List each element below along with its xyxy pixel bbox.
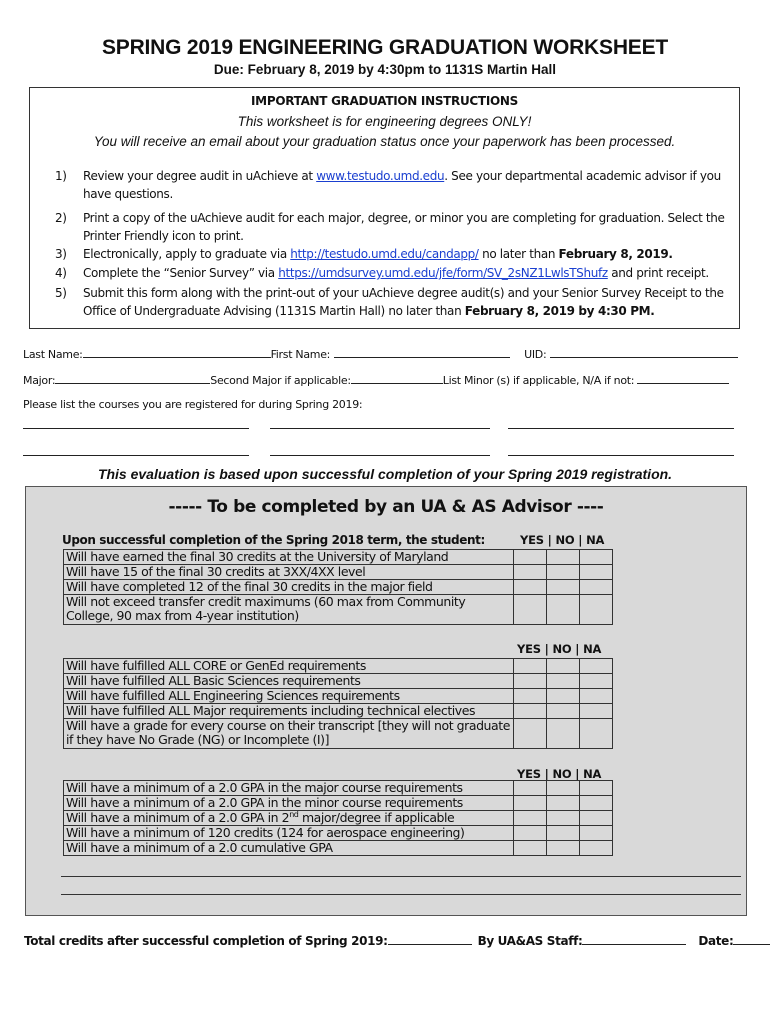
no-box[interactable] [547,595,580,625]
yes-no-na-header: YES | NO | NA [517,642,602,656]
yes-box[interactable] [514,550,547,565]
table-row [64,689,613,704]
course-field[interactable] [508,455,734,456]
no-box[interactable] [547,796,580,811]
step-text: Review your degree audit in uAchieve at [83,169,317,183]
criterion-text: Will have earned the final 30 credits at the University of Maryland [64,550,514,565]
total-credits-label: Total credits after successful completion of Spring 2019: [24,934,388,948]
na-box[interactable] [580,580,613,595]
no-box[interactable] [547,826,580,841]
criterion-text: Will have 15 of the final 30 credits at 3XX/4XX level [64,565,514,580]
table-row [64,796,613,811]
step-number: 5) [55,286,67,300]
total-credits-field[interactable] [388,932,472,945]
page-title: SPRING 2019 ENGINEERING GRADUATION WORKSHEET [101,36,669,59]
no-box[interactable] [547,841,580,856]
no-box[interactable] [547,674,580,689]
testudo-link[interactable]: www.testudo.umd.edu [316,169,445,183]
major-fields-row [23,372,729,387]
yes-box[interactable] [514,674,547,689]
table-row [64,719,613,749]
na-box[interactable] [580,674,613,689]
no-box[interactable] [547,719,580,749]
minor-label: List Minor (s) if applicable, N/A if not: [442,374,635,387]
first-name-label: First Name: [270,348,331,361]
step-text: Print a copy of the uAchieve audit for each major, degree, or minor you are completing for graduation. Select the Printer Friendly icon to print. [83,211,725,243]
instructions-heading: IMPORTANT GRADUATION INSTRUCTIONS [251,94,518,108]
na-box[interactable] [580,719,613,749]
yes-box[interactable] [514,781,547,796]
courses-prompt: Please list the courses you are registered for during Spring 2019: [23,398,363,411]
step-number: 2) [55,211,67,225]
na-box[interactable] [580,796,613,811]
yes-box[interactable] [514,841,547,856]
criterion-text: Will have fulfilled ALL Basic Sciences requirements [64,674,514,689]
first-name-field[interactable] [334,346,510,358]
candapp-link[interactable]: http://testudo.umd.edu/candapp/ [290,247,479,261]
table-row [64,704,613,719]
footer-row [24,932,770,948]
staff-field[interactable] [582,932,686,945]
yes-box[interactable] [514,704,547,719]
upon-completion-label: Upon successful completion of the Spring 2018 term, the student: [62,533,485,547]
instruction-step-1 [55,167,735,203]
yes-box[interactable] [514,580,547,595]
table-row [64,659,613,674]
engineering-only-note: This worksheet is for engineering degrees ONLY! [237,114,532,129]
table-row [64,565,613,580]
uid-label: UID: [524,348,547,361]
name-fields-row [23,346,738,361]
course-field[interactable] [23,428,249,429]
na-box[interactable] [580,826,613,841]
criterion-text: Will not exceed transfer credit maximums (60 max from Community College, 90 max from 4-year institution) [64,595,514,625]
evaluation-note: This evaluation is based upon successful completion of your Spring 2019 registration. [97,466,673,482]
course-field[interactable] [270,428,490,429]
step-text: and print receipt. [607,266,709,280]
comments-line[interactable] [61,876,741,877]
no-box[interactable] [547,781,580,796]
date-field[interactable] [733,932,770,945]
yes-box[interactable] [514,565,547,580]
advisor-section [25,486,747,916]
criterion-text: Will have fulfilled ALL Engineering Sciences requirements [64,689,514,704]
criterion-text: Will have completed 12 of the final 30 credits in the major field [64,580,514,595]
table-row [64,781,613,796]
criterion-text: Will have a minimum of 120 credits (124 for aerospace engineering) [64,826,514,841]
criteria-table-1 [63,549,613,625]
major-field[interactable] [55,372,210,384]
no-box[interactable] [547,580,580,595]
second-major-field[interactable] [351,372,443,384]
criterion-text: Will have a minimum of a 2.0 GPA in the major course requirements [64,781,514,796]
criteria-table-3 [63,780,613,856]
criterion-text: Will have fulfilled ALL Major requirements including technical electives [64,704,514,719]
no-box[interactable] [547,550,580,565]
table-row [64,674,613,689]
criterion-text: Will have a minimum of a 2.0 GPA in the minor course requirements [64,796,514,811]
na-box[interactable] [580,550,613,565]
step-number: 1) [55,169,67,183]
instructions-box [29,87,740,329]
last-name-field[interactable] [83,346,271,358]
no-box[interactable] [547,565,580,580]
na-box[interactable] [580,841,613,856]
na-box[interactable] [580,704,613,719]
senior-survey-link[interactable]: https://umdsurvey.umd.edu/jfe/form/SV_2sNZ1LwlsTShufz [278,266,608,280]
no-box[interactable] [547,811,580,826]
criterion-text: Will have fulfilled ALL CORE or GenEd requirements [64,659,514,674]
due-date: Due: February 8, 2019 by 4:30pm to 1131S Martin Hall [213,62,557,77]
minor-field[interactable] [637,372,729,384]
step-text: Complete the “Senior Survey” via [83,266,279,280]
na-box[interactable] [580,781,613,796]
course-field[interactable] [23,455,249,456]
second-major-label: Second Major if applicable: [210,374,351,387]
email-note: You will receive an email about your graduation status once your paperwork has been processed. [93,134,676,149]
uid-field[interactable] [550,346,738,358]
table-row [64,550,613,565]
table-row [64,811,613,826]
instruction-step-2 [55,209,735,245]
na-box[interactable] [580,811,613,826]
course-field[interactable] [270,455,490,456]
yes-box[interactable] [514,659,547,674]
table-row [64,580,613,595]
no-box[interactable] [547,689,580,704]
table-row [64,826,613,841]
step-number: 4) [55,266,67,280]
instruction-step-3 [55,245,735,263]
advisor-title: ----- To be completed by an UA & AS Advisor ---- [168,497,604,517]
no-box[interactable] [547,659,580,674]
comments-line[interactable] [61,894,741,895]
major-label: Major: [23,374,56,387]
criterion-text: Will have a minimum of a 2.0 cumulative GPA [64,841,514,856]
step-text: Submit this form along with the print-out of your uAchieve degree audit(s) and your Senior Survey Receipt to the Office of Undergraduate Advising (1131S Martin Hall) no later than [83,286,724,318]
step-number: 3) [55,247,67,261]
na-box[interactable] [580,565,613,580]
criterion-text: Will have a minimum of a 2.0 GPA in 2nd major/degree if applicable [64,811,514,826]
deadline-text: February 8, 2019. [558,247,673,261]
na-box[interactable] [580,689,613,704]
yes-box[interactable] [514,719,547,749]
yes-no-na-header: YES | NO | NA [520,533,605,547]
criterion-text: Will have a grade for every course on their transcript [they will not graduate if they have No Grade (NG) or Incomplete (I)] [64,719,514,749]
date-label: Date: [698,934,734,948]
yes-box[interactable] [514,826,547,841]
yes-box[interactable] [514,595,547,625]
na-box[interactable] [580,659,613,674]
na-box[interactable] [580,595,613,625]
step-text: . See your departmental academic advisor if you have questions. [83,169,721,201]
no-box[interactable] [547,704,580,719]
instruction-step-5 [55,284,735,320]
yes-box[interactable] [514,796,547,811]
step-text: Electronically, apply to graduate via [83,247,291,261]
instruction-step-4 [55,264,735,282]
step-text: no later than [478,247,559,261]
table-row [64,841,613,856]
deadline-text: February 8, 2019 by 4:30 PM. [464,304,655,318]
course-field[interactable] [508,428,734,429]
yes-no-na-header: YES | NO | NA [517,767,602,781]
yes-box[interactable] [514,811,547,826]
staff-label: By UA&AS Staff: [477,934,583,948]
last-name-label: Last Name: [23,348,83,361]
yes-box[interactable] [514,689,547,704]
criteria-table-2 [63,658,613,749]
table-row [64,595,613,625]
